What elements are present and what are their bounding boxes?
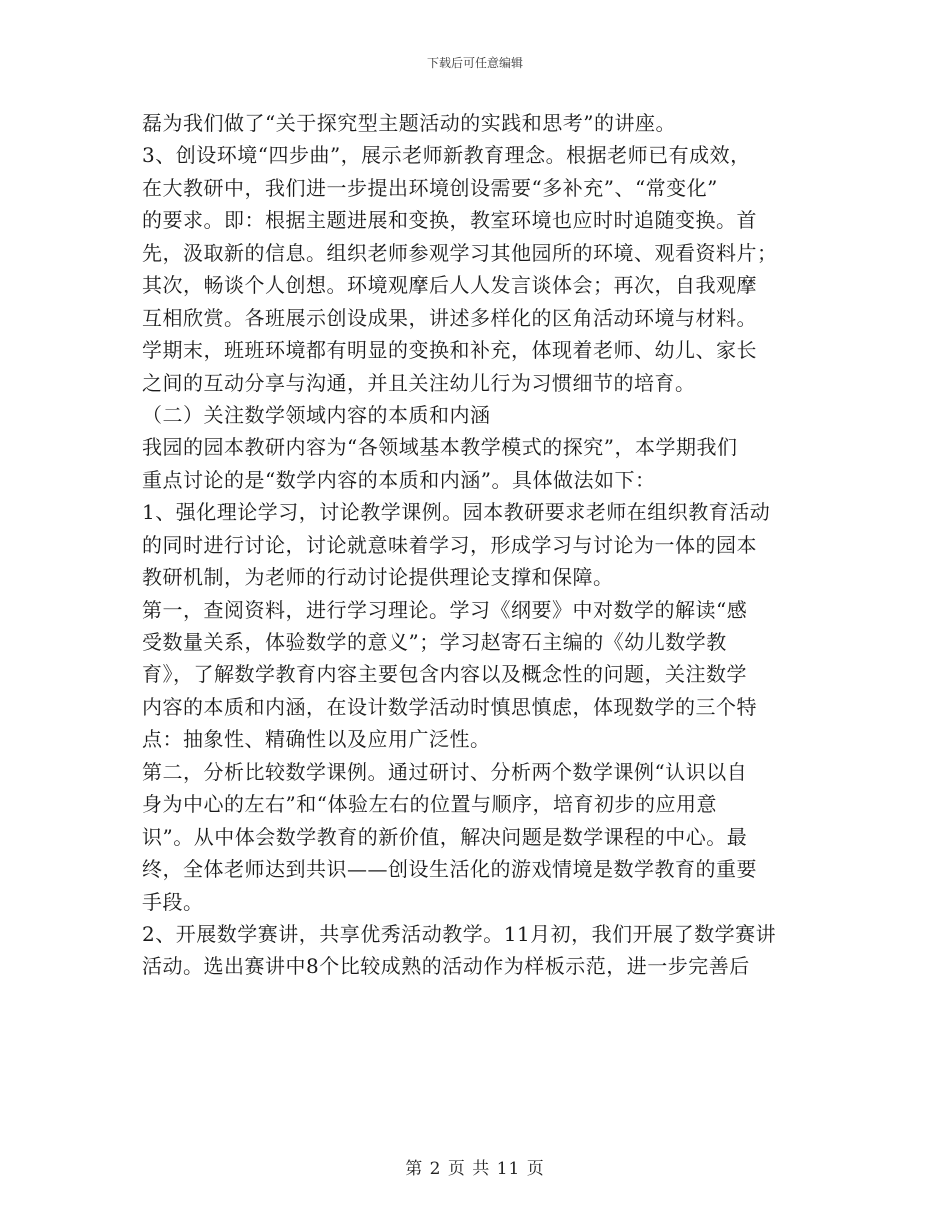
paragraph-line: 点：抽象性、精确性以及应用广泛性。 (142, 727, 491, 752)
page-number-footer: 第 2 页 共 11 页 (405, 1159, 545, 1179)
section-heading: （二）关注数学领域内容的本质和内涵 (142, 402, 491, 427)
paragraph-line: 先，汲取新的信息。组织老师参观学习其他园所的环境、观看资料片； (142, 240, 778, 265)
paragraph-line: 识”。从中体会数学教育的新价值，解决问题是数学课程的中心。最 (142, 824, 748, 849)
paragraph-line: 之间的互动分享与沟通，并且关注幼儿行为习惯细节的培育。 (142, 370, 696, 395)
paragraph-line: 教研机制，为老师的行动讨论提供理论支撑和保障。 (142, 565, 614, 590)
paragraph-line: 2、开展数学赛讲，共享优秀活动教学。11月初，我们开展了数学赛讲 (142, 921, 777, 946)
paragraph-line: 重点讨论的是“数学内容的本质和内涵”。具体做法如下： (142, 467, 656, 492)
page-header: 下载后可任意编辑 (426, 56, 523, 70)
paragraph-line: 的同时进行讨论，讨论就意味着学习，形成学习与讨论为一体的园本 (142, 532, 757, 557)
paragraph-line: 受数量关系，体验数学的意义”；学习赵寄石主编的《幼儿数学教 (142, 630, 727, 654)
paragraph-line: 第二，分析比较数学课例。通过研讨、分析两个数学课例“认识以自 (142, 759, 748, 784)
paragraph-line: 3、创设环境“四步曲”，展示老师新教育理念。根据老师已有成效， (142, 143, 751, 168)
paragraph-line: 在大教研中，我们进一步提出环境创设需要“多补充”、“常变化” (142, 175, 718, 200)
paragraph-line: 手段。 (142, 889, 204, 914)
document-body (142, 107, 822, 983)
paragraph-line: 学期末，班班环境都有明显的变换和补充，体现着老师、幼儿、家长 (142, 338, 757, 363)
paragraph-line: 第一，查阅资料，进行学习理论。学习《纲要》中对数学的解读“感 (142, 597, 748, 622)
paragraph-line: 我园的园本教研内容为“各领域基本教学模式的探究”，本学期我们 (142, 435, 738, 460)
paragraph-line: 内容的本质和内涵，在设计数学活动时慎思慎虑，体现数学的三个特 (142, 694, 757, 719)
paragraph-line: 1、强化理论学习，讨论教学课例。园本教研要求老师在组织教育活动 (142, 500, 771, 525)
paragraph-line: 身为中心的左右”和“体验左右的位置与顺序，培育初步的应用意 (142, 792, 717, 817)
paragraph-line: 活动。选出赛讲中8个比较成熟的活动作为样板示范，进一步完善后 (142, 954, 750, 979)
paragraph-line: 磊为我们做了“关于探究型主题活动的实践和思考”的讲座。 (142, 111, 676, 135)
paragraph-line: 互相欣赏。各班展示创设成果，讲述多样化的区角活动环境与材料。 (142, 305, 757, 330)
paragraph-line: 终，全体老师达到共识——创设生活化的游戏情境是数学教育的重要 (142, 857, 757, 882)
paragraph-line: 其次，畅谈个人创想。环境观摩后人人发言谈体会；再次，自我观摩 (142, 273, 757, 298)
paragraph-line: 的要求。即：根据主题进展和变换，教室环境也应时时追随变换。首 (142, 208, 757, 233)
paragraph-line: 育》，了解数学教育内容主要包含内容以及概念性的问题，关注数学 (142, 662, 747, 687)
